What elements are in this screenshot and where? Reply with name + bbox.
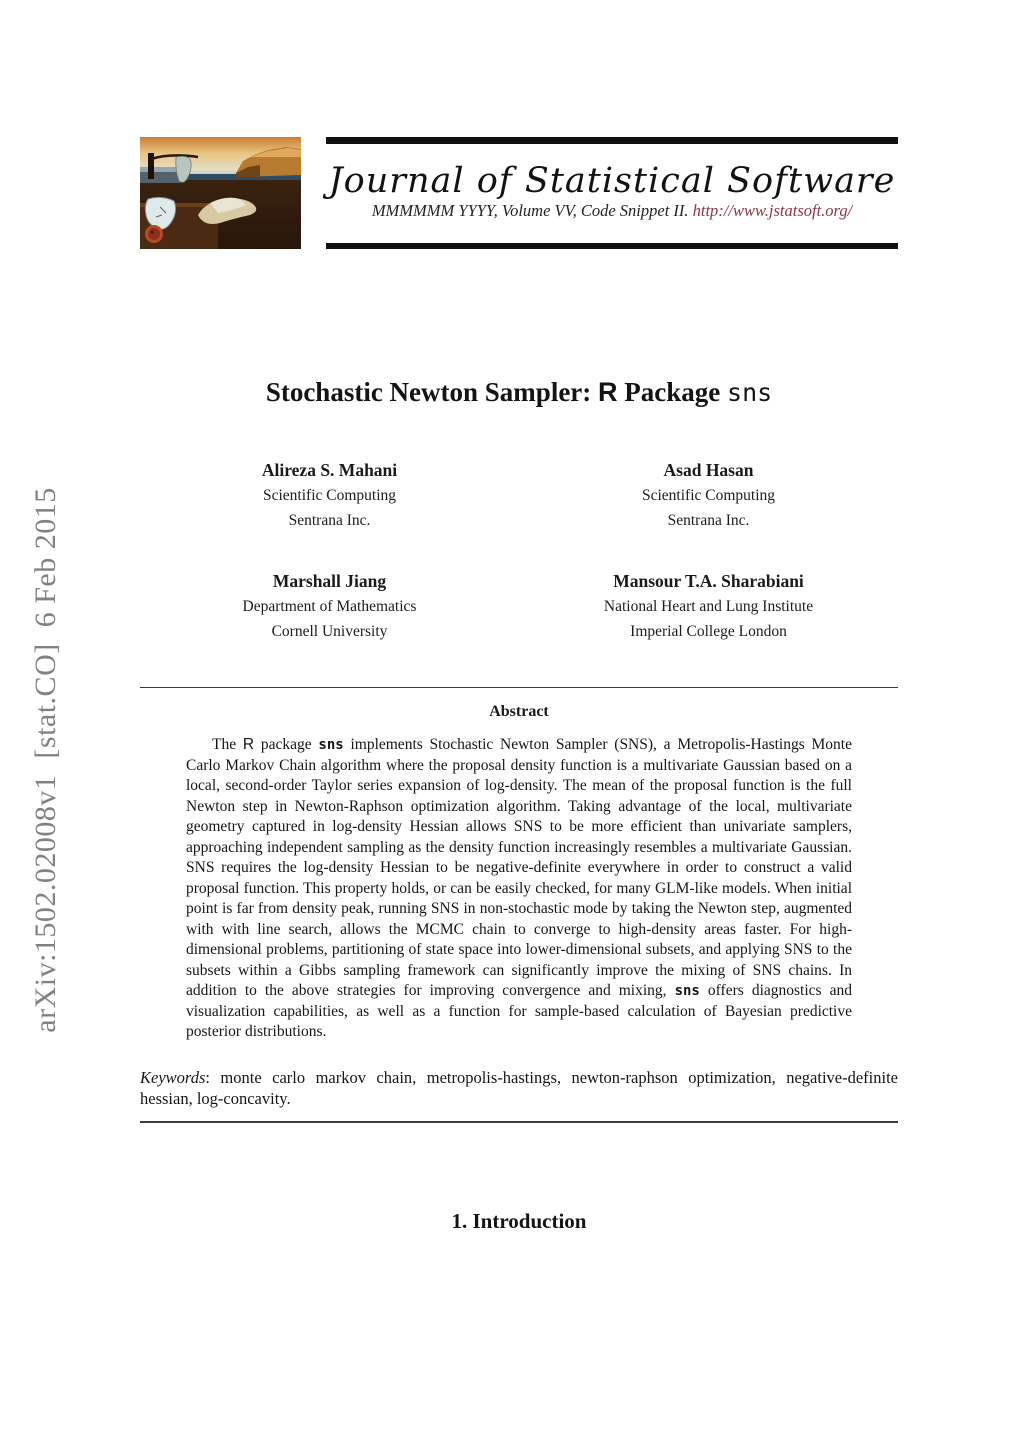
abstract-top-rule (140, 687, 898, 688)
issue-text: MMMMMM YYYY, Volume VV, Code Snippet II. (371, 201, 693, 220)
masthead-bottom-bar (326, 243, 898, 249)
journal-issue-line (326, 201, 898, 221)
paper-page (140, 137, 898, 1234)
r-language-name: R (242, 736, 255, 753)
paper-title-text-2: Package (617, 377, 728, 407)
author-affiliation: Department of Mathematics (242, 598, 417, 615)
abstract-text (186, 735, 852, 1043)
author-block (140, 458, 898, 644)
author-name: Marshall Jiang (272, 571, 387, 591)
r-language-name: R (598, 377, 618, 407)
author-affiliation: Cornell University (271, 623, 388, 640)
arxiv-watermark: arXiv:1502.02008v1 [stat.CO] 6 Feb 2015 (29, 487, 62, 1033)
author-name: Asad Hasan (663, 460, 754, 480)
paper-title-text: Stochastic Newton Sampler: (265, 377, 599, 407)
author-affiliation: Imperial College London (630, 623, 787, 640)
package-name: sns (674, 983, 700, 999)
abstract-segment: package (254, 736, 319, 753)
keywords-text: : monte carlo markov chain, metropolis-hastings, newton-raphson optimization, negative-definite hessian, log-concavity. (140, 1067, 898, 1108)
journal-masthead (326, 137, 898, 249)
abstract-segment: The (212, 736, 243, 753)
abstract-segment: offers diagnostics and visualization capabilities, as well as a function for sample-based calculation of Bayesian predictive posterior distributions. (186, 982, 852, 1040)
journal-title: Journal of Statistical Software (328, 161, 896, 201)
abstract-segment: implements Stochastic Newton Sampler (SNS), a Metropolis-Hastings Monte Carlo Markov Chain algorithm where the proposal density function is a multivariate Gaussian based on a local, second-order Taylor series expansion of log-density. The mean of the proposal function is the full Newton step in Newton-Raphson optimization algorithm. Taking advantage of the local, multivariate geometry captured in log-density Hessian allows SNS to be more efficient than univariate samplers, approaching independent sampling as the density function increasingly resembles a multivariate Gaussian. SNS requires the log-density Hessian to be negative-definite everywhere in order to construct a valid proposal function. This property holds, or can be easily checked, for many GLM-like models. When initial point is far from density peak, running SNS in non-stochastic mode by taking the Newton step, augmented with with line search, allows the MCMC chain to converge to high-density areas faster. For high-dimensional problems, partitioning of state space into lower-dimensional subsets, and applying SNS to the subsets within a Gibbs sampling framework can significantly improve the mixing of SNS chains. In addition to the above strategies for improving convergence and mixing, (186, 736, 852, 999)
journal-header (140, 137, 898, 249)
keywords-bottom-rule (140, 1121, 898, 1123)
package-name: sns (318, 737, 344, 753)
author-name: Mansour T.A. Sharabiani (613, 571, 804, 591)
author-1 (140, 458, 519, 533)
section-heading-introduction: 1. Introduction (451, 1208, 587, 1233)
keywords-label: Keywords (140, 1067, 206, 1087)
paper-title (140, 377, 898, 408)
jss-logo-painting-image (140, 137, 301, 249)
package-name: sns (727, 378, 773, 407)
keywords-line (140, 1067, 898, 1110)
author-affiliation: Scientific Computing (262, 487, 397, 504)
author-affiliation: Scientific Computing (641, 487, 776, 504)
author-4 (519, 569, 898, 644)
author-3 (140, 569, 519, 644)
author-affiliation: Sentrana Inc. (667, 512, 750, 529)
journal-url-link[interactable]: http://www.jstatsoft.org/ (692, 201, 853, 220)
author-2 (519, 458, 898, 533)
masthead-top-bar (326, 137, 898, 144)
author-affiliation: Sentrana Inc. (288, 512, 371, 529)
author-name: Alireza S. Mahani (261, 460, 398, 480)
author-affiliation: National Heart and Lung Institute (603, 598, 814, 615)
abstract-heading: Abstract (489, 703, 549, 720)
